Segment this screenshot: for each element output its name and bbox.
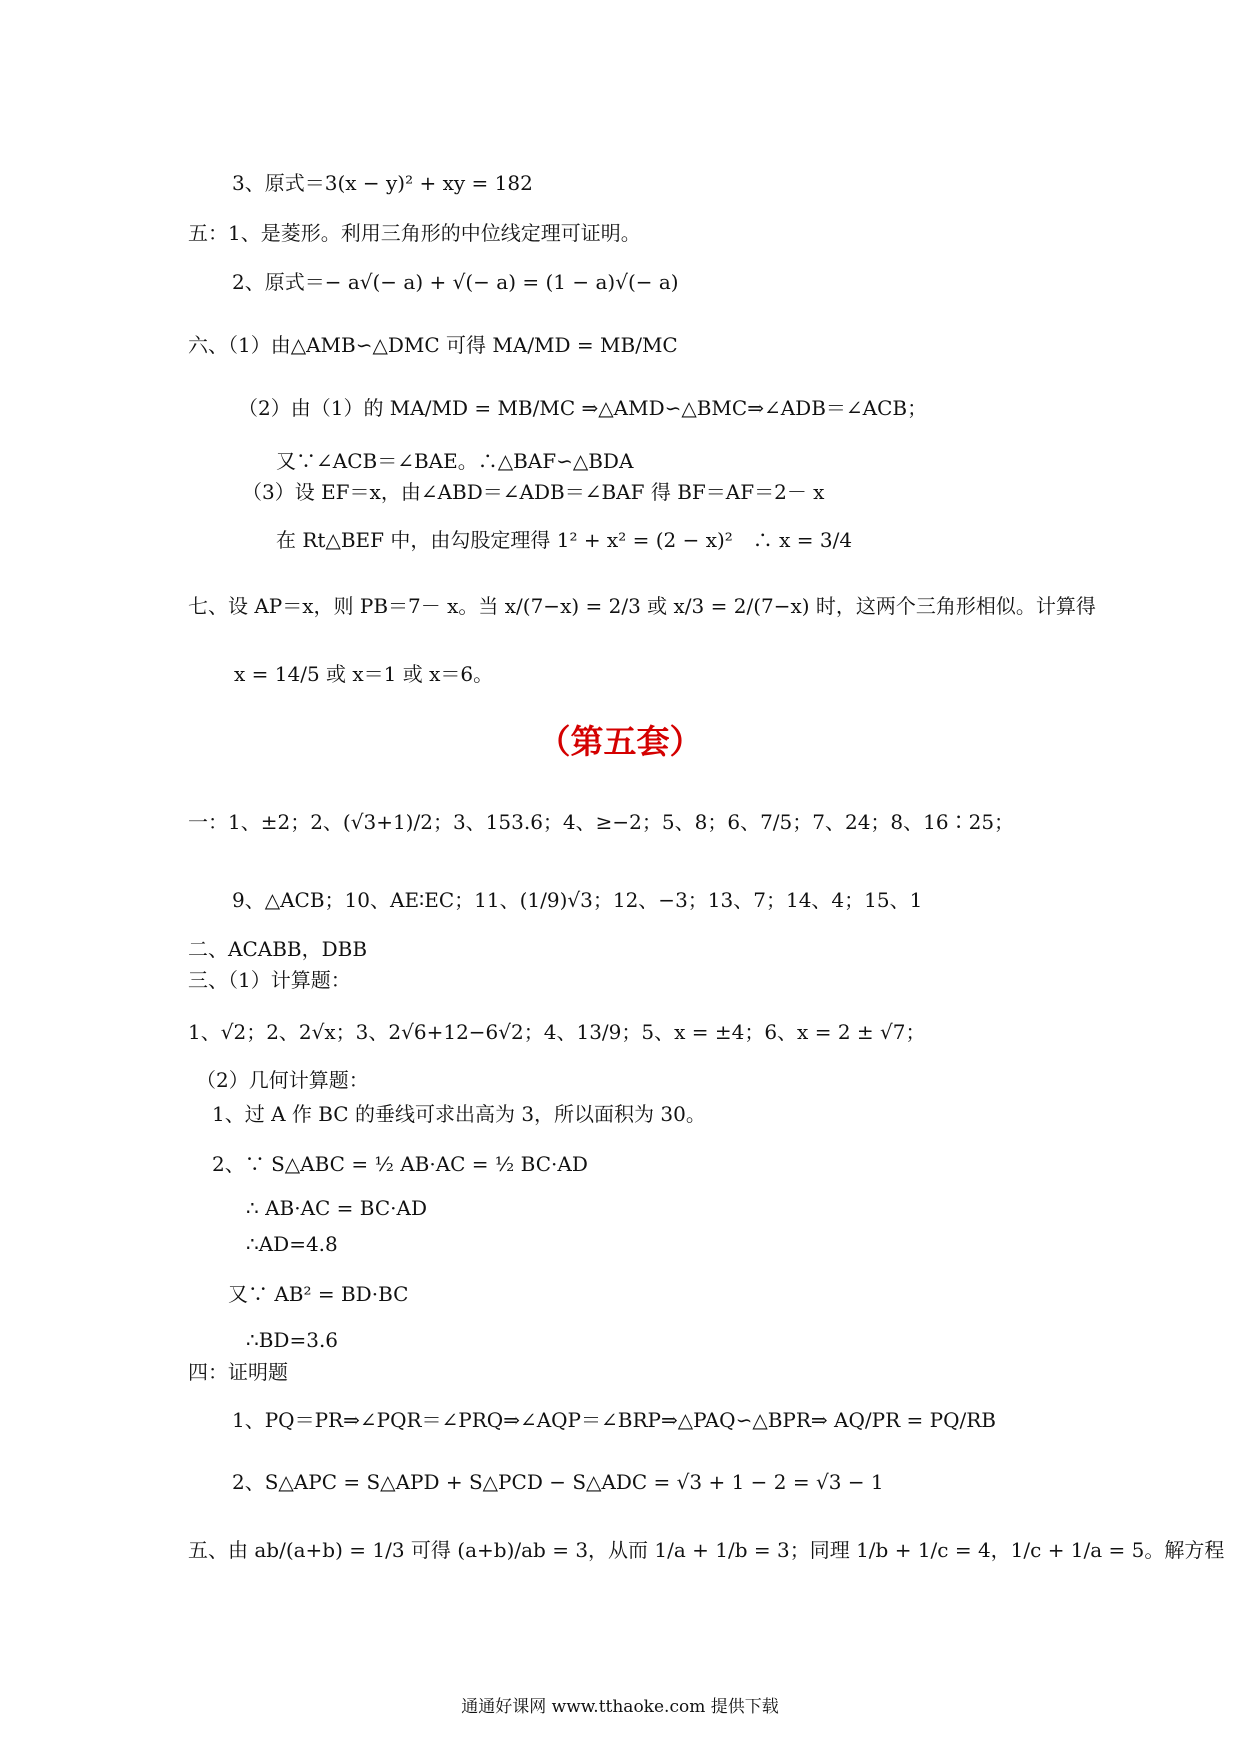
answer-line: 9、△ACB；10、AE∶EC；11、(1/9)√3；12、−3；13、7；14、4；15、1: [232, 888, 923, 912]
answer-line: （2）由（1）的 MA/MD = MB/MC ⇒△AMD∽△BMC⇒∠ADB＝∠ACB；: [238, 396, 928, 420]
section-heading: （第五套）: [537, 722, 703, 761]
answer-line: 2、S△APC = S△APD + S△PCD − S△ADC = √3 + 1 − 2 = √3 − 1: [232, 1470, 884, 1494]
answer-line: 2、原式＝− a√(− a) + √(− a) = (1 − a)√(− a): [232, 270, 679, 294]
answer-line: 在 Rt△BEF 中，由勾股定理得 1² + x² = (2 − x)² ∴ x = 3/4: [276, 528, 853, 552]
answer-line: 3、原式＝3(x − y)² + xy = 182: [232, 171, 533, 195]
answer-line: ∴BD=3.6: [246, 1328, 339, 1352]
answer-line: 四：证明题: [188, 1360, 288, 1384]
answer-line: 1、√2；2、2√x；3、2√6+12−6√2；4、13/9；5、x = ±4；6、x = 2 ± √7；: [188, 1020, 926, 1044]
footer: 通通好课网 www.tthaoke.com 提供下载: [461, 1697, 779, 1717]
answer-line: 一：1、±2；2、(√3+1)/2；3、153.6；4、≥−2；5、8；6、7/5；7、24；8、16∶25；: [188, 810, 1015, 834]
answer-line: 2、∵ S△ABC = ½ AB·AC = ½ BC·AD: [212, 1152, 588, 1176]
answer-line: 五：1、是菱形。利用三角形的中位线定理可证明。: [188, 221, 641, 245]
answer-line: ∴ AB·AC = BC·AD: [246, 1196, 428, 1220]
answer-line: 六、（1）由△AMB∽△DMC 可得 MA/MD = MB/MC: [188, 333, 678, 357]
answer-line: 二、ACABB，DBB: [188, 937, 368, 961]
answer-line: 1、PQ＝PR⇒∠PQR＝∠PRQ⇒∠AQP＝∠BRP⇒△PAQ∽△BPR⇒ AQ/PR = PQ/RB: [232, 1408, 996, 1432]
answer-line: （2）几何计算题：: [196, 1068, 369, 1092]
answer-line: 三、（1）计算题：: [188, 968, 351, 992]
answer-line: x = 14/5 或 x＝1 或 x＝6。: [234, 662, 494, 686]
answer-line: （3）设 EF＝x，由∠ABD＝∠ADB＝∠BAF 得 BF＝AF＝2－ x: [242, 480, 825, 504]
answer-line: 七、设 AP＝x，则 PB＝7－ x。当 x/(7−x) = 2/3 或 x/3 = 2/(7−x) 时，这两个三角形相似。计算得: [188, 594, 1096, 618]
answer-line: 1、过 A 作 BC 的垂线可求出高为 3，所以面积为 30。: [212, 1102, 706, 1126]
answer-line: 又∵ AB² = BD·BC: [228, 1282, 409, 1306]
answer-line: ∴AD=4.8: [246, 1232, 338, 1256]
answer-line: 又∵∠ACB＝∠BAE。∴△BAF∽△BDA: [276, 449, 634, 473]
answer-line: 五、由 ab/(a+b) = 1/3 可得 (a+b)/ab = 3，从而 1/a + 1/b = 3；同理 1/b + 1/c = 4，1/c + 1/a = 5。解方程: [188, 1538, 1225, 1562]
